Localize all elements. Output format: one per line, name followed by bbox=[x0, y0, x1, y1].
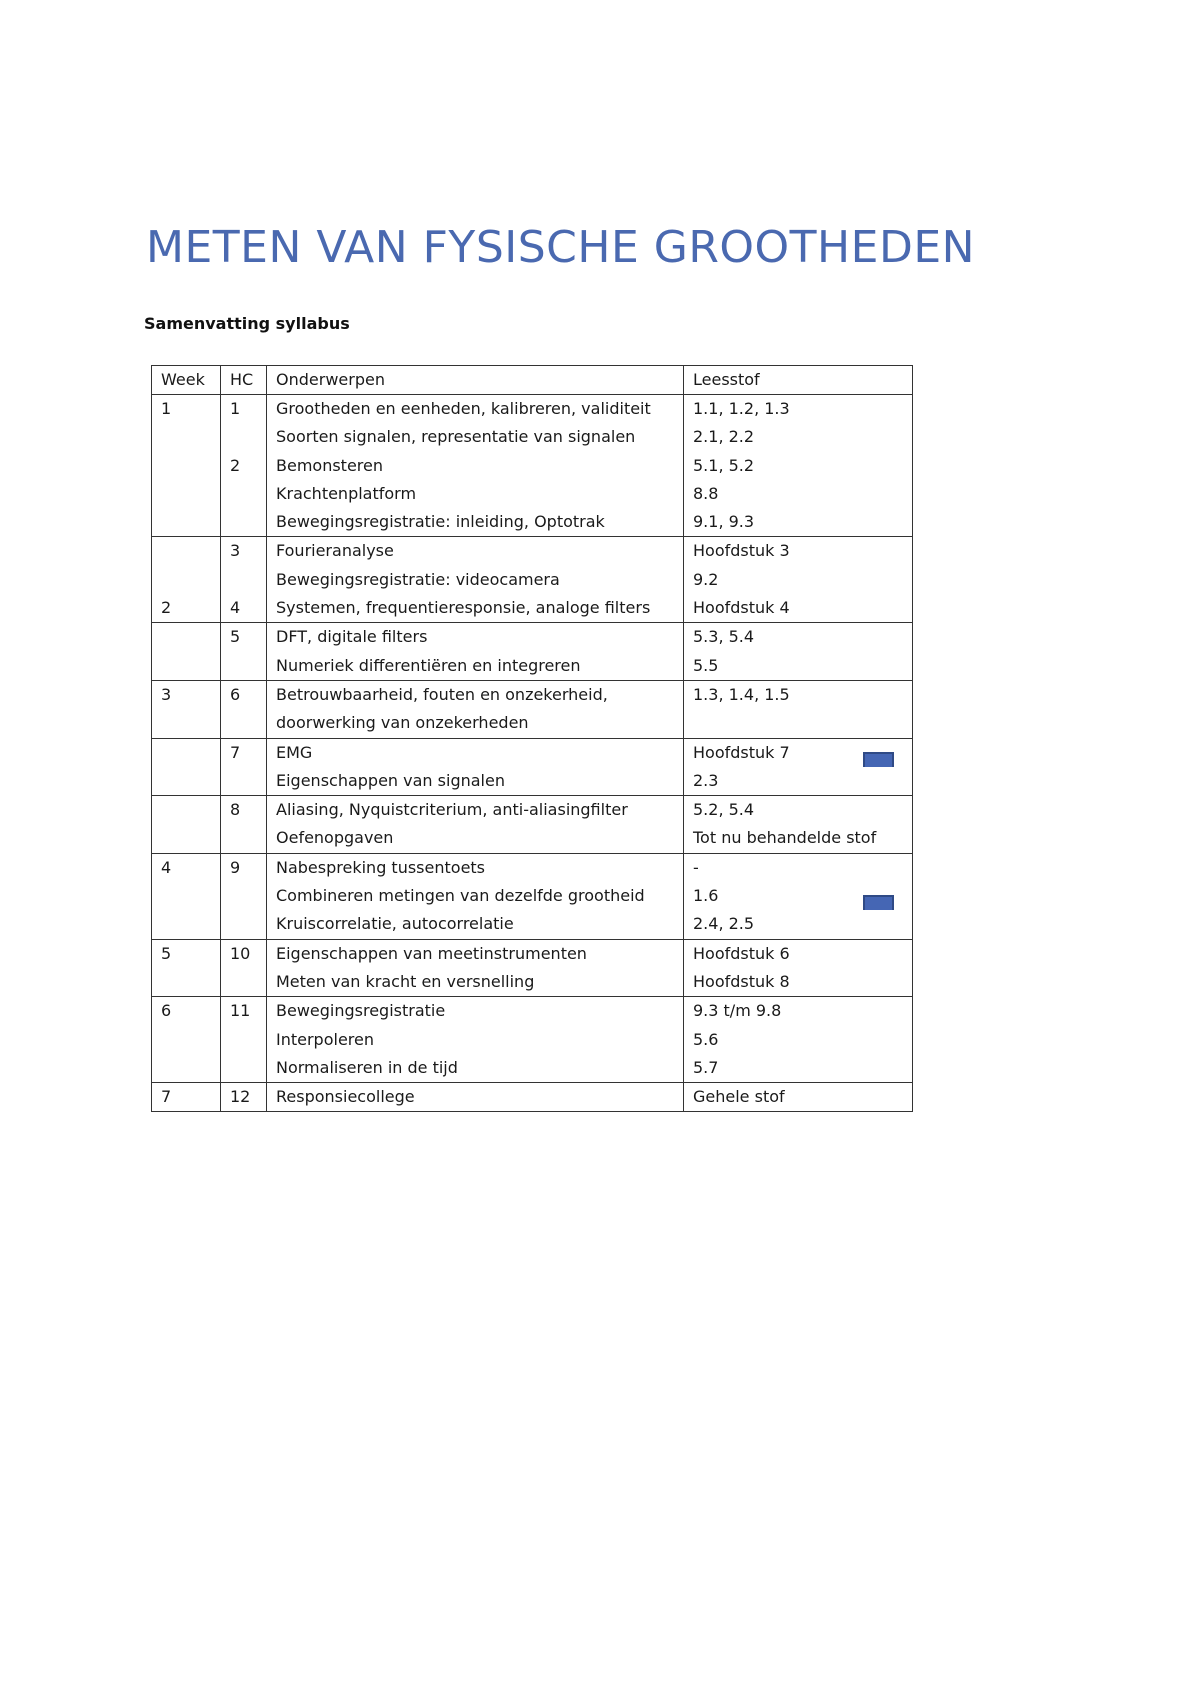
cell-reading: 5.2, 5.4 bbox=[684, 796, 913, 825]
table-row bbox=[152, 824, 913, 853]
header-week: Week bbox=[152, 366, 221, 395]
cell-hc: 10 bbox=[221, 939, 267, 968]
cell-hc: 11 bbox=[221, 997, 267, 1026]
cell-topic: Betrouwbaarheid, fouten en onzekerheid, bbox=[267, 680, 684, 709]
cell-reading: 1.1, 1.2, 1.3 bbox=[684, 395, 913, 424]
cell-week bbox=[152, 508, 221, 537]
cell-week: 6 bbox=[152, 997, 221, 1026]
cell-reading: 9.2 bbox=[684, 566, 913, 594]
table-row bbox=[152, 395, 913, 424]
cell-topic: Numeriek differentiëren en integreren bbox=[267, 652, 684, 681]
cell-week bbox=[152, 452, 221, 480]
cell-topic: Fourieranalyse bbox=[267, 537, 684, 566]
cell-week bbox=[152, 652, 221, 681]
cell-week: 5 bbox=[152, 939, 221, 968]
cell-topic: Systemen, frequentieresponsie, analoge filters bbox=[267, 594, 684, 623]
cell-week: 1 bbox=[152, 395, 221, 424]
cell-reading: Hoofdstuk 6 bbox=[684, 939, 913, 968]
cell-reading: 1.3, 1.4, 1.5 bbox=[684, 680, 913, 709]
header-hc: HC bbox=[221, 366, 267, 395]
cell-topic: Meten van kracht en versnelling bbox=[267, 968, 684, 997]
cell-topic: Bemonsteren bbox=[267, 452, 684, 480]
cell-hc: 8 bbox=[221, 796, 267, 825]
cell-reading bbox=[684, 709, 913, 738]
cell-week bbox=[152, 480, 221, 508]
cell-hc: 9 bbox=[221, 853, 267, 882]
table-row bbox=[152, 1054, 913, 1083]
cell-topic: Combineren metingen van dezelfde grootheid bbox=[267, 882, 684, 910]
cell-week bbox=[152, 968, 221, 997]
cell-hc: 2 bbox=[221, 452, 267, 480]
cell-reading: 8.8 bbox=[684, 480, 913, 508]
table-row bbox=[152, 997, 913, 1026]
cell-topic: Bewegingsregistratie: videocamera bbox=[267, 566, 684, 594]
table-row bbox=[152, 480, 913, 508]
cell-reading: Hoofdstuk 4 bbox=[684, 594, 913, 623]
cell-hc bbox=[221, 508, 267, 537]
cell-week bbox=[152, 767, 221, 796]
cell-week bbox=[152, 709, 221, 738]
cell-reading: 9.1, 9.3 bbox=[684, 508, 913, 537]
table-header-row bbox=[152, 366, 913, 395]
cell-topic: Bewegingsregistratie: inleiding, Optotrak bbox=[267, 508, 684, 537]
cell-hc: 7 bbox=[221, 738, 267, 767]
cell-hc bbox=[221, 709, 267, 738]
cell-reading: - bbox=[684, 853, 913, 882]
cell-week: 3 bbox=[152, 680, 221, 709]
table-row bbox=[152, 1083, 913, 1112]
cell-reading: 5.3, 5.4 bbox=[684, 623, 913, 652]
cell-topic: Grootheden en eenheden, kalibreren, validiteit bbox=[267, 395, 684, 424]
cell-reading: 5.1, 5.2 bbox=[684, 452, 913, 480]
cell-hc: 4 bbox=[221, 594, 267, 623]
cell-reading: 9.3 t/m 9.8 bbox=[684, 997, 913, 1026]
table-body bbox=[152, 395, 913, 1112]
cell-hc bbox=[221, 652, 267, 681]
cell-week bbox=[152, 1054, 221, 1083]
cell-topic: EMG bbox=[267, 738, 684, 767]
cell-reading: 2.1, 2.2 bbox=[684, 423, 913, 451]
cell-reading: Hoofdstuk 8 bbox=[684, 968, 913, 997]
cell-week: 4 bbox=[152, 853, 221, 882]
table-row bbox=[152, 594, 913, 623]
cell-week bbox=[152, 423, 221, 451]
cell-hc bbox=[221, 968, 267, 997]
table-row bbox=[152, 709, 913, 738]
cell-topic: Eigenschappen van meetinstrumenten bbox=[267, 939, 684, 968]
cell-hc bbox=[221, 566, 267, 594]
cell-reading: 2.3 bbox=[684, 767, 913, 796]
blue-square-marker bbox=[863, 752, 894, 767]
cell-hc bbox=[221, 480, 267, 508]
header-reading: Leesstof bbox=[684, 366, 913, 395]
cell-week bbox=[152, 1026, 221, 1054]
table-row bbox=[152, 910, 913, 939]
table-row bbox=[152, 623, 913, 652]
table-row bbox=[152, 566, 913, 594]
cell-week: 7 bbox=[152, 1083, 221, 1112]
cell-week bbox=[152, 623, 221, 652]
cell-reading: Gehele stof bbox=[684, 1083, 913, 1112]
table-row bbox=[152, 452, 913, 480]
cell-reading: 5.6 bbox=[684, 1026, 913, 1054]
table-row bbox=[152, 423, 913, 451]
cell-week bbox=[152, 824, 221, 853]
cell-topic: doorwerking van onzekerheden bbox=[267, 709, 684, 738]
cell-topic: Bewegingsregistratie bbox=[267, 997, 684, 1026]
table-row bbox=[152, 882, 913, 910]
cell-week bbox=[152, 882, 221, 910]
table-row bbox=[152, 939, 913, 968]
cell-topic: Soorten signalen, representatie van signalen bbox=[267, 423, 684, 451]
cell-topic: Interpoleren bbox=[267, 1026, 684, 1054]
cell-week bbox=[152, 910, 221, 939]
cell-hc bbox=[221, 882, 267, 910]
cell-topic: Krachtenplatform bbox=[267, 480, 684, 508]
cell-topic: DFT, digitale filters bbox=[267, 623, 684, 652]
cell-reading: Tot nu behandelde stof bbox=[684, 824, 913, 853]
table-row bbox=[152, 1026, 913, 1054]
cell-hc bbox=[221, 1026, 267, 1054]
cell-reading: 5.5 bbox=[684, 652, 913, 681]
table-row bbox=[152, 738, 913, 767]
cell-hc bbox=[221, 824, 267, 853]
cell-hc: 5 bbox=[221, 623, 267, 652]
cell-hc bbox=[221, 423, 267, 451]
document-title: METEN VAN FYSISCHE GROOTHEDEN bbox=[146, 222, 976, 273]
header-topics: Onderwerpen bbox=[267, 366, 684, 395]
table-row bbox=[152, 853, 913, 882]
cell-topic: Normaliseren in de tijd bbox=[267, 1054, 684, 1083]
cell-reading: Hoofdstuk 3 bbox=[684, 537, 913, 566]
syllabus-table bbox=[151, 365, 913, 1112]
document-subtitle: Samenvatting syllabus bbox=[144, 314, 350, 333]
cell-topic: Eigenschappen van signalen bbox=[267, 767, 684, 796]
cell-hc: 12 bbox=[221, 1083, 267, 1112]
table-row bbox=[152, 537, 913, 566]
cell-week bbox=[152, 796, 221, 825]
cell-week bbox=[152, 738, 221, 767]
cell-reading: 1.6 bbox=[684, 882, 913, 910]
cell-topic: Aliasing, Nyquistcriterium, anti-aliasingfilter bbox=[267, 796, 684, 825]
blue-square-marker bbox=[863, 895, 894, 910]
table-row bbox=[152, 508, 913, 537]
cell-week bbox=[152, 537, 221, 566]
cell-topic: Responsiecollege bbox=[267, 1083, 684, 1112]
cell-week: 2 bbox=[152, 594, 221, 623]
cell-hc: 1 bbox=[221, 395, 267, 424]
cell-hc: 3 bbox=[221, 537, 267, 566]
table-row bbox=[152, 968, 913, 997]
table-row bbox=[152, 796, 913, 825]
table-row bbox=[152, 652, 913, 681]
cell-hc bbox=[221, 1054, 267, 1083]
cell-topic: Oefenopgaven bbox=[267, 824, 684, 853]
cell-hc: 6 bbox=[221, 680, 267, 709]
cell-hc bbox=[221, 910, 267, 939]
cell-week bbox=[152, 566, 221, 594]
cell-hc bbox=[221, 767, 267, 796]
cell-topic: Nabespreking tussentoets bbox=[267, 853, 684, 882]
cell-reading: 5.7 bbox=[684, 1054, 913, 1083]
cell-topic: Kruiscorrelatie, autocorrelatie bbox=[267, 910, 684, 939]
cell-reading: Hoofdstuk 7 bbox=[684, 738, 913, 767]
table-row bbox=[152, 767, 913, 796]
table-row bbox=[152, 680, 913, 709]
cell-reading: 2.4, 2.5 bbox=[684, 910, 913, 939]
